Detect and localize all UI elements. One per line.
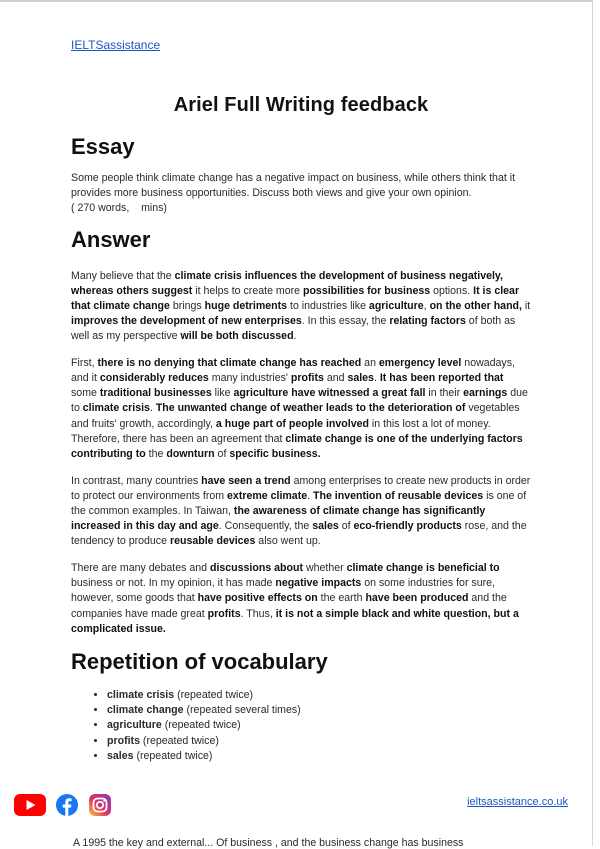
text-run: like: [211, 387, 234, 400]
repetition-heading: Repetition of vocabulary: [71, 648, 328, 674]
text-run: nowadays, and it: [71, 357, 515, 385]
facebook-icon[interactable]: [56, 794, 78, 821]
highlighted-phrase: The invention of reusable devices: [313, 489, 484, 502]
highlighted-phrase: it is not a simple black and white question, but a complicated issue.: [71, 607, 519, 635]
text-run: .: [307, 489, 314, 502]
highlighted-phrase: huge detriments: [204, 299, 288, 312]
answer-paragraph: [71, 474, 531, 549]
highlighted-phrase: earnings: [463, 387, 508, 400]
essay-meta: ( 270 words, mins): [71, 202, 167, 215]
answer-body: [71, 269, 531, 637]
vocab-note: (repeated twice): [139, 734, 219, 747]
text-run: .: [373, 372, 380, 385]
text-run: . In this essay, the: [301, 314, 390, 327]
vocab-term: profits: [107, 734, 140, 747]
document-content: [71, 30, 531, 764]
text-run: There are many debates and: [71, 562, 210, 575]
highlighted-phrase: emergency level: [378, 357, 462, 370]
answer-paragraph: [71, 269, 531, 344]
text-run: and: [323, 372, 348, 385]
highlighted-phrase: the awareness of climate change has significantly increased in this day and age: [71, 504, 486, 533]
highlighted-phrase: eco-friendly products: [353, 520, 462, 533]
text-run: .: [149, 402, 156, 415]
page-right-border: [592, 0, 593, 846]
text-run: Many believe that the: [71, 269, 175, 282]
text-run: also went up.: [255, 535, 321, 548]
text-run: of: [214, 447, 230, 460]
cutoff-text: A 1995 the key and external... Of business , and the business change has business: [73, 837, 464, 849]
highlighted-phrase: have seen a trend: [201, 474, 291, 487]
text-run: rose, and the tendency to produce: [71, 520, 527, 548]
text-run: it: [521, 299, 531, 312]
list-item: [107, 734, 531, 749]
answer-paragraph: [71, 561, 531, 636]
instagram-icon[interactable]: [89, 794, 111, 821]
text-run: options.: [430, 284, 474, 297]
text-run: of: [338, 520, 354, 533]
highlighted-phrase: It is clear that climate change: [71, 284, 520, 312]
highlighted-phrase: downturn: [166, 447, 215, 460]
highlighted-phrase: climate crisis influences the development of business negatively, whereas others suggest: [71, 269, 503, 297]
youtube-icon[interactable]: [14, 794, 46, 821]
highlighted-phrase: sales: [347, 372, 374, 385]
list-item: [107, 688, 531, 703]
highlighted-phrase: climate change is one of the underlying factors contributing to: [71, 432, 523, 460]
repetition-list: [71, 688, 531, 764]
text-run: of both as well as my perspective: [71, 314, 516, 343]
text-run: vegetables and fruits' growth, accordingly,: [71, 402, 520, 430]
text-run: due to: [71, 387, 528, 415]
highlighted-phrase: will be both discussed: [180, 330, 294, 343]
essay-heading: Essay: [71, 134, 135, 159]
vocab-note: (repeated twice): [174, 688, 254, 701]
text-run: an: [361, 357, 379, 370]
list-item: [107, 718, 531, 733]
text-run: some: [71, 387, 100, 400]
text-run: in their: [425, 387, 464, 400]
answer-paragraph: [71, 356, 531, 462]
highlighted-phrase: specific business.: [229, 447, 321, 460]
vocab-note: (repeated twice): [133, 749, 213, 762]
text-run: . Consequently, the: [218, 520, 313, 533]
text-run: .: [293, 330, 297, 343]
text-run: to industries like: [287, 299, 369, 312]
text-run: ,: [423, 299, 430, 312]
highlighted-phrase: have positive effects on: [197, 592, 318, 605]
text-run: among enterprises to create new products in order to protect our environments from: [71, 474, 531, 502]
highlighted-phrase: have been produced: [365, 592, 469, 605]
text-run: whether: [303, 562, 347, 575]
highlighted-phrase: improves the development of new enterprises: [71, 314, 302, 327]
text-run: business or not. In my opinion, it has made: [71, 577, 276, 590]
highlighted-phrase: possibilities for business: [302, 284, 431, 297]
text-run: the earth: [317, 592, 366, 605]
highlighted-phrase: discussions about: [209, 562, 303, 575]
text-run: and the companies have made great: [71, 592, 507, 620]
vocab-term: sales: [107, 749, 134, 762]
vocab-term: agriculture: [107, 719, 162, 732]
text-run: First,: [71, 357, 98, 370]
page-top-border: [0, 0, 593, 2]
highlighted-phrase: on the other hand,: [429, 299, 522, 312]
vocab-note: (repeated twice): [161, 719, 241, 732]
vocab-term: climate change: [107, 704, 184, 717]
vocab-note: (repeated several times): [183, 704, 301, 717]
text-run: on some industries for sure, however, some goods that: [71, 577, 495, 605]
highlighted-phrase: a huge part of people involved: [215, 417, 369, 430]
highlighted-phrase: negative impacts: [275, 577, 362, 590]
text-run: . Thus,: [240, 607, 276, 620]
text-run: many industries': [208, 372, 291, 385]
highlighted-phrase: extreme climate: [227, 489, 308, 502]
highlighted-phrase: profits: [207, 607, 241, 620]
highlighted-phrase: considerably reduces: [99, 372, 209, 385]
text-run: brings: [169, 299, 205, 312]
highlighted-phrase: there is no denying that climate change has reached: [97, 357, 362, 370]
vocab-term: climate crisis: [107, 688, 175, 701]
essay-prompt: [71, 171, 531, 216]
highlighted-phrase: climate crisis: [82, 402, 150, 415]
highlighted-phrase: agriculture: [368, 299, 424, 312]
list-item: [107, 703, 531, 718]
highlighted-phrase: The unwanted change of weather leads to the deterioration of: [155, 402, 466, 415]
highlighted-phrase: traditional businesses: [99, 387, 212, 400]
text-run: In contrast, many countries: [71, 474, 202, 487]
text-run: is one of the common examples. In Taiwan,: [71, 489, 527, 517]
text-run: in this lost a lot of money. Therefore, there has been an agreement that: [71, 417, 491, 445]
highlighted-phrase: sales: [312, 520, 339, 533]
page-title: Ariel Full Writing feedback: [173, 94, 429, 116]
highlighted-phrase: climate change is beneficial to: [346, 562, 500, 575]
answer-heading: Answer: [71, 227, 151, 253]
list-item: [107, 749, 531, 764]
text-run: the: [145, 447, 167, 460]
essay-prompt-text: Some people think climate change has a negative impact on business, while others think that it provides more business opportunities. Discuss both views and give your own opinion.: [71, 172, 516, 200]
highlighted-phrase: reusable devices: [169, 535, 256, 548]
footer-site-link[interactable]: ieltsassistance.co.uk: [467, 796, 568, 808]
highlighted-phrase: It has been reported that: [379, 372, 504, 385]
brand-link[interactable]: IELTSassistance: [71, 38, 161, 52]
text-run: it helps to create more: [192, 284, 303, 297]
highlighted-phrase: relating factors: [389, 314, 466, 327]
highlighted-phrase: profits: [290, 372, 324, 385]
highlighted-phrase: agriculture have witnessed a great fall: [233, 387, 426, 400]
footer: [14, 794, 574, 818]
